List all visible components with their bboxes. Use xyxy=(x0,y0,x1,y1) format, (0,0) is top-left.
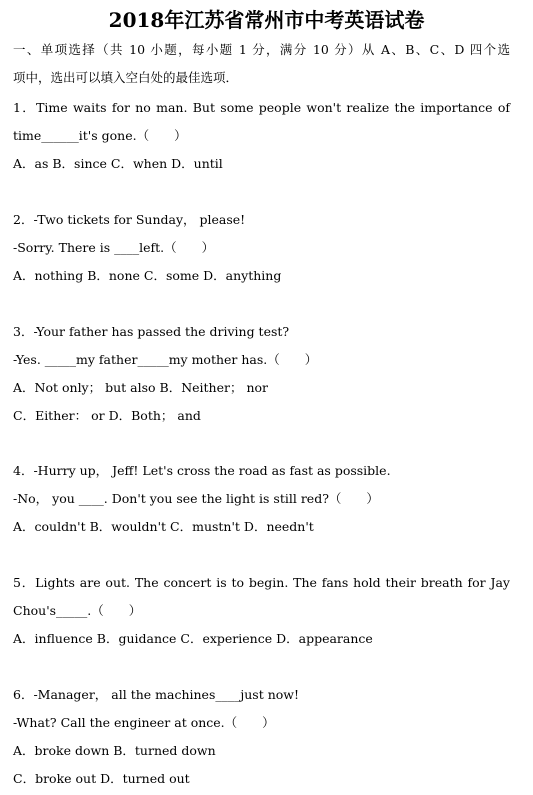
exam-title: 2018年江苏省常州市中考英语试卷 xyxy=(108,8,425,32)
question-3-options-cd: C．Either： or D．Both； and xyxy=(13,408,201,423)
question-5-options: A．influence B．guidance C．experience D．appearance xyxy=(13,631,373,646)
question-5-stem-cont: Chou's_____.（ ） xyxy=(13,603,142,618)
section-instruction: 一、单项选择（共 10 小题，每小题 1 分，满分 10 分）从 A、B、C、D 四个选 xyxy=(13,42,510,57)
section-instruction-cont: 项中，选出可以填入空白处的最佳选项． xyxy=(13,70,239,85)
question-3-stem: 3．-Your father has passed the driving test? xyxy=(13,324,290,339)
question-6-options-ab: A．broke down B．turned down xyxy=(13,743,216,758)
question-4-options: A．couldn't B．wouldn't C．mustn't D．needn't xyxy=(13,519,314,534)
question-5-stem: 5．Lights are out. The concert is to begin. The fans hold their breath for Jay xyxy=(13,575,510,590)
question-2-options: A．nothing B．none C．some D．anything xyxy=(13,268,282,283)
question-6-stem: 6．-Manager， all the machines____just now! xyxy=(13,687,299,702)
question-3-reply: -Yes. _____my father_____my mother has.（ ） xyxy=(13,352,318,367)
question-6-reply: -What? Call the engineer at once.（ ） xyxy=(13,715,275,730)
question-6-options-cd: C．broke out D．turned out xyxy=(13,771,190,786)
question-2-stem: 2．-Two tickets for Sunday， please! xyxy=(13,212,246,227)
question-4-stem: 4．-Hurry up， Jeff! Let's cross the road as fast as possible. xyxy=(13,463,391,478)
question-1-stem: 1．Time waits for no man. But some people won't realize the importance of xyxy=(13,100,510,115)
question-2-reply: -Sorry. There is ____left.（ ） xyxy=(13,240,215,255)
question-1-options: A．as B．since C．when D．until xyxy=(13,156,223,171)
question-4-reply: -No， you ____. Don't you see the light is still red?（ ） xyxy=(13,491,379,506)
question-1-stem-cont: time______it's gone.（ ） xyxy=(13,128,187,143)
question-3-options-ab: A．Not only； but also B．Neither； nor xyxy=(13,380,268,395)
